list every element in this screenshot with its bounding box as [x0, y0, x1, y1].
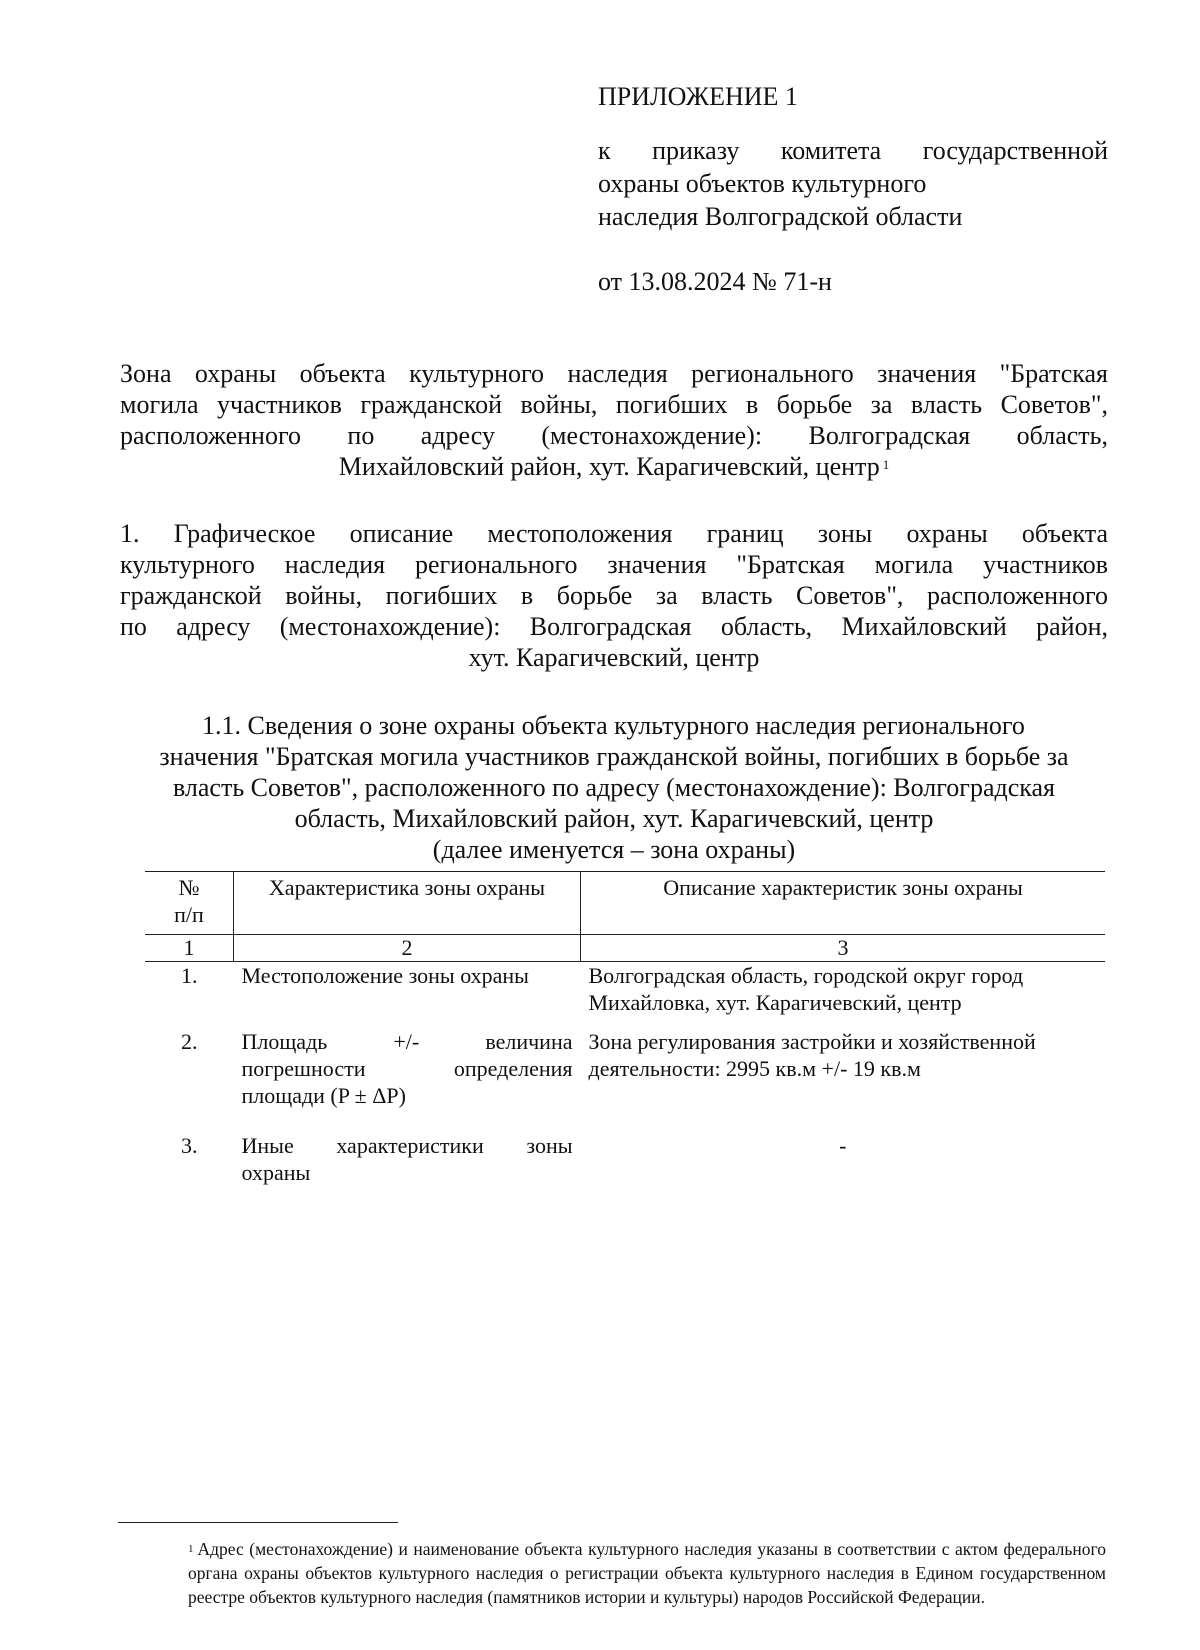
row-description-line: Михайловка, хут. Карагичевский, центр: [588, 990, 962, 1015]
section-1-line: 1. Графическое описание местоположения границ зоны охраны объекта: [120, 519, 1108, 548]
column-number: 3: [581, 935, 1106, 962]
row-characteristic: [234, 1132, 581, 1186]
section-1-1-line: 1.1. Сведения о зоне охраны объекта культурного наследия регионального: [202, 711, 1025, 740]
appendix-to-line: охраны объектов культурного: [598, 169, 927, 198]
row-description-line: Зона регулирования застройки и хозяйственной: [588, 1029, 1036, 1054]
row-description-line: деятельности: 2995 кв.м +/- 19 кв.м: [588, 1056, 921, 1081]
row-characteristic: Местоположение зоны охраны: [241, 963, 529, 988]
section-1-1-line: область, Михайловский район, хут. Карагичевский, центр: [294, 804, 934, 833]
header-description: Описание характеристик зоны охраны: [581, 872, 1106, 935]
row-description: [581, 962, 1106, 1029]
footnote-text: Адрес (местонахождение) и наименование объекта культурного наследия указаны в соответствии с актом федерального органа охраны объектов культурного наследия о регистрации объекта культурного наследия в Едином государственном реестре объектов культурного наследия (памятников истории и культуры) народов Российской Федерации.: [188, 1539, 1106, 1607]
row-number: 2.: [181, 1029, 198, 1054]
header-number: [145, 872, 234, 935]
column-number: 1: [145, 935, 234, 962]
table-row: [145, 962, 1105, 1029]
footnote-text-block: [118, 1537, 1106, 1609]
column-number: 2: [234, 935, 581, 962]
row-description: [581, 1028, 1106, 1132]
table-column-numbers-row: [145, 935, 1105, 962]
zone-title-line: Зона охраны объекта культурного наследия регионального значения "Братская: [120, 359, 1108, 388]
zone-title-line: расположенного по адресу (местонахождение): Волгоградская область,: [120, 421, 1108, 450]
row-characteristic-line: площади (P ± ΔP): [241, 1083, 406, 1108]
appendix-to-line: к приказу комитета государственной: [598, 136, 1108, 165]
footnote-mark: 1: [882, 457, 890, 472]
table-row: [145, 1132, 1105, 1186]
section-1-1-heading: [120, 710, 1108, 865]
zone-title-line-text: Михайловский район, хут. Карагичевский, центр: [338, 452, 880, 481]
table-header-row: [145, 872, 1105, 935]
footnote: [118, 1537, 1106, 1609]
row-number: 1.: [181, 963, 198, 988]
zone-info-table: [145, 871, 1105, 1186]
section-1-1-line: власть Советов", расположенного по адресу (местонахождение): Волгоградская: [172, 773, 1056, 802]
row-characteristic-line: Площадь +/- величина: [241, 1029, 573, 1054]
row-characteristic-line: Иные характеристики зоны: [241, 1133, 573, 1158]
appendix-date: от 13.08.2024 № 71-н: [598, 267, 832, 296]
row-number: 3.: [181, 1133, 198, 1158]
header-number-line: п/п: [174, 902, 204, 927]
footnote-number: 1: [188, 1543, 194, 1555]
row-characteristic-line: погрешности определения: [241, 1056, 573, 1081]
appendix-order-reference: [598, 134, 1108, 233]
appendix-to-line: наследия Волгоградской области: [598, 202, 963, 231]
header-characteristic: Характеристика зоны охраны: [234, 872, 581, 935]
zone-title: [120, 358, 1108, 482]
table-row: [145, 1028, 1105, 1132]
section-1-heading: [120, 518, 1108, 673]
section-1-line: хут. Карагичевский, центр: [468, 643, 760, 672]
section-1-line: по адресу (местонахождение): Волгоградская область, Михайловский район,: [120, 612, 1108, 641]
section-1-1-line: (далее именуется – зона охраны): [432, 835, 796, 864]
row-characteristic-line: охраны: [241, 1160, 311, 1185]
zone-title-line: могила участников гражданской войны, погибших в борьбе за власть Советов",: [120, 390, 1108, 419]
section-1-1-line: значения "Братская могила участников гражданской войны, погибших в борьбе за: [159, 742, 1069, 771]
row-characteristic: [234, 1028, 581, 1132]
row-description: -: [839, 1133, 847, 1158]
section-1-line: гражданской войны, погибших в борьбе за власть Советов", расположенного: [120, 581, 1108, 610]
section-1-line: культурного наследия регионального значения "Братская могила участников: [120, 550, 1108, 579]
appendix-title: ПРИЛОЖЕНИЕ 1: [598, 82, 798, 111]
row-description-line: Волгоградская область, городской округ город: [588, 963, 1024, 988]
footnote-separator: [118, 1522, 398, 1523]
header-number-line: №: [178, 875, 200, 900]
zone-title-line: [120, 451, 1108, 482]
